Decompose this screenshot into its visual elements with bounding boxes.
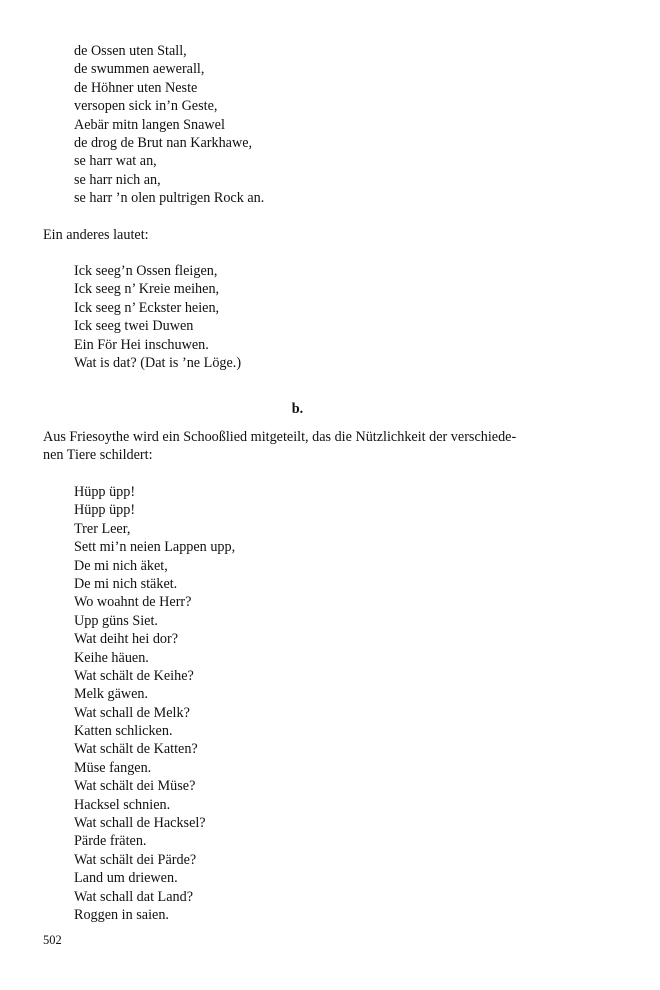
verse-line: De mi nich äket, xyxy=(74,557,168,574)
verse-line: Trer Leer, xyxy=(74,520,131,537)
verse-lines xyxy=(0,483,660,924)
verse-line: de swummen aewerall, xyxy=(74,61,205,78)
verse-line: Wat schält de Katten? xyxy=(74,741,198,758)
verse-line: Sett mi’n neien Lappen upp, xyxy=(74,539,236,556)
verse-line: Aebär mitn langen Snawel xyxy=(74,116,225,133)
verse-line: Wat schält dei Müse? xyxy=(74,778,196,795)
verse-block-3 xyxy=(0,483,660,924)
verse-line: de Ossen uten Stall, xyxy=(74,43,187,59)
section-heading: b. xyxy=(291,401,304,417)
verse-line: Roggen in saien. xyxy=(74,906,169,923)
verse-line: Ick seeg’n Ossen fleigen, xyxy=(74,263,218,279)
verse-line: Hüpp üpp! xyxy=(74,502,136,519)
verse-line: Wat deiht hei dor? xyxy=(74,631,179,648)
verse-line: Wat is dat? (Dat is ’ne Löge.) xyxy=(74,354,242,371)
intro-text: Ein anderes lautet: xyxy=(43,227,149,243)
verse-line: Melk gäwen. xyxy=(74,686,149,703)
verse-line: Hüpp üpp! xyxy=(74,484,136,500)
verse-line: Ein För Hei inschuwen. xyxy=(74,336,209,353)
verse-line: Hacksel schnien. xyxy=(74,796,171,813)
intro-text-line-1: Aus Friesoythe wird ein Schooßlied mitgeteilt, das die Nützlichkeit der verschiede- xyxy=(43,429,517,445)
verse-line: se harr wat an, xyxy=(74,153,157,170)
verse-line: Ick seeg twei Duwen xyxy=(74,318,194,335)
intro-text-line-2: nen Tiere schildert: xyxy=(43,447,153,464)
verse-line: Pärde fräten. xyxy=(74,833,147,850)
verse-line: Wo woahnt de Herr? xyxy=(74,594,192,611)
verse-line: De mi nich stäket. xyxy=(74,575,178,592)
page-number: 502 xyxy=(43,933,62,947)
verse-line: Upp güns Siet. xyxy=(74,612,158,629)
verse-line: Wat schall de Melk? xyxy=(74,704,190,721)
verse-line: Wat schält dei Pärde? xyxy=(74,851,197,868)
verse-line: Wat schält de Keihe? xyxy=(74,667,194,684)
verse-line: de Höhner uten Neste xyxy=(74,79,198,96)
verse-line: Wat schall dat Land? xyxy=(74,888,194,905)
verse-line: Keihe häuen. xyxy=(74,649,149,666)
verse-line: se harr nich an, xyxy=(74,171,161,188)
verse-line: se harr ’n olen pultrigen Rock an. xyxy=(74,190,265,207)
verse-lines xyxy=(0,262,660,372)
verse-line: Müse fangen. xyxy=(74,759,152,776)
verse-line: Ick seeg n’ Eckster heien, xyxy=(74,299,220,316)
verse-line: de drog de Brut nan Karkhawe, xyxy=(74,134,253,151)
verse-line: Katten schlicken. xyxy=(74,723,173,740)
verse-line: Ick seeg n’ Kreie meihen, xyxy=(74,281,220,298)
verse-line: Land um driewen. xyxy=(74,870,178,887)
verse-lines xyxy=(0,42,660,208)
intro-paragraph-2 xyxy=(0,428,660,465)
verse-block-1 xyxy=(0,42,660,208)
verse-line: versopen sick in’n Geste, xyxy=(74,98,218,115)
verse-line: Wat schall de Hacksel? xyxy=(74,815,206,832)
intro-paragraph-1 xyxy=(0,226,660,244)
verse-block-2 xyxy=(0,262,660,372)
